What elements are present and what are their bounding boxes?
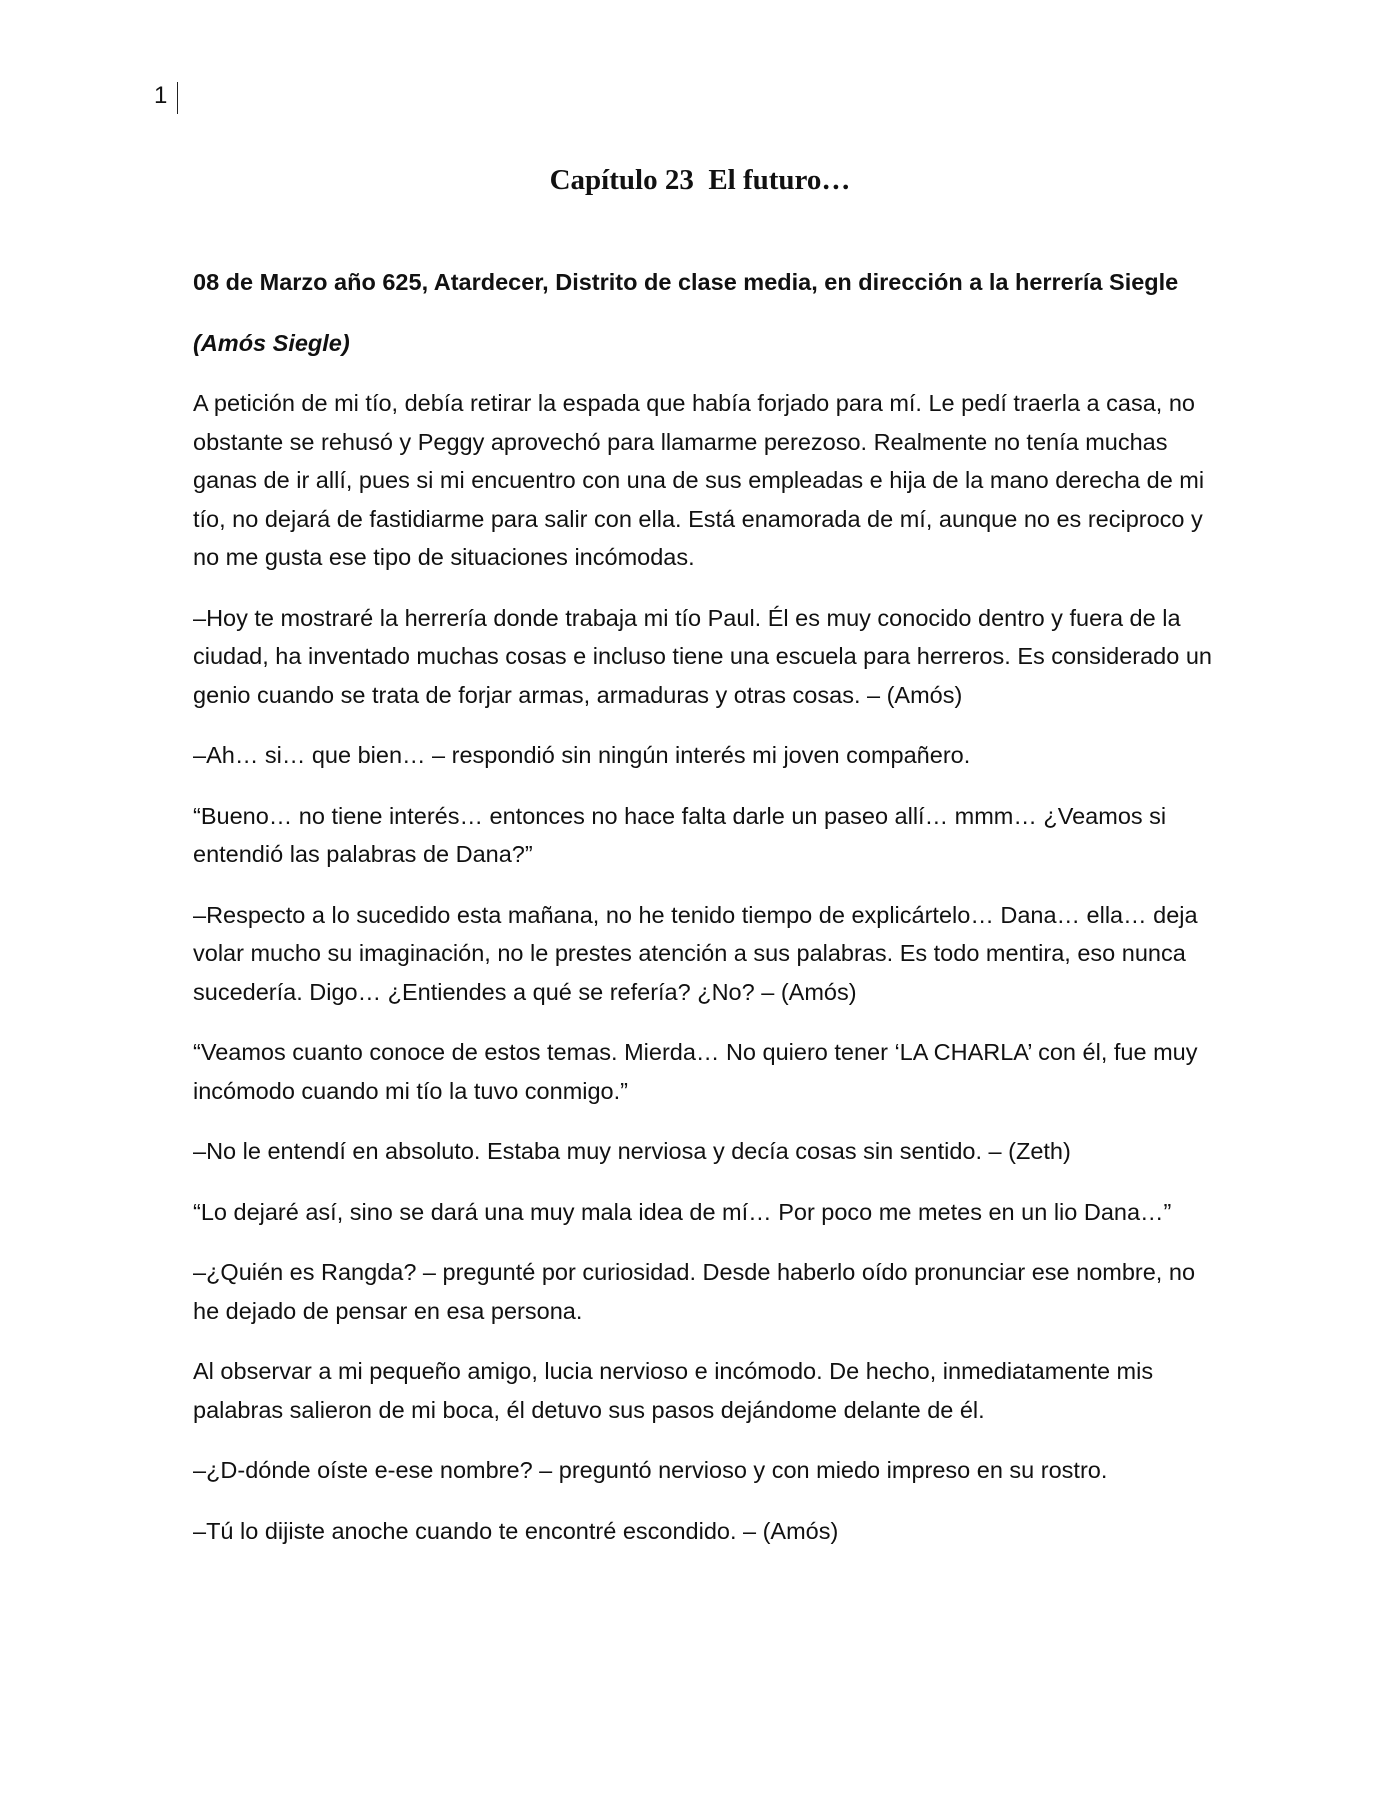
paragraph: –No le entendí en absoluto. Estaba muy nerviosa y decía cosas sin sentido. – (Zeth)	[193, 1138, 1071, 1164]
paragraph: –Respecto a lo sucedido esta mañana, no he tenido tiempo de explicártelo… Dana… ella… deja volar mucho su imaginación, no le prestes atención a sus palabras. Es todo mentira, eso nunca sucedería. Digo… ¿Entiendes a qué se refería? ¿No? – (Amós)	[193, 901, 1198, 1005]
scene-header: 08 de Marzo año 625, Atardecer, Distrito de clase media, en dirección a la herrería Siegle	[193, 269, 1179, 295]
paragraph: “Lo dejaré así, sino se dará una muy mala idea de mí… Por poco me metes en un lio Dana…”	[193, 1198, 1172, 1225]
chapter-title: Capítulo 23 El futuro…	[549, 164, 851, 196]
document-body	[193, 263, 1213, 1572]
paragraph: –¿D-dónde oíste e-ese nombre? – preguntó nervioso y con miedo impreso en su rostro.	[193, 1457, 1108, 1483]
paragraph: –Tú lo dijiste anoche cuando te encontré escondido. – (Amós)	[193, 1517, 839, 1544]
paragraph: Al observar a mi pequeño amigo, lucia nervioso e incómodo. De hecho, inmediatamente mis palabras salieron de mi boca, él detuvo sus pasos dejándome delante de él.	[193, 1358, 1154, 1423]
paragraph: A petición de mi tío, debía retirar la espada que había forjado para mí. Le pedí traerla a casa, no obstante se rehusó y Peggy aprovechó para llamarme perezoso. Realmente no tenía muchas ganas de ir allí, pues si mi encuentro con una de sus empleadas e hija de la mano derecha de mi tío, no dejará de fastidiarme para salir con ella. Está enamorada de mí, aunque no es reciproco y no me gusta ese tipo de situaciones incómodas.	[193, 390, 1205, 570]
page-number: 1	[154, 82, 178, 114]
paragraph: –Ah… si… que bien… – respondió sin ningún interés mi joven compañero.	[193, 742, 971, 768]
paragraph: –¿Quién es Rangda? – pregunté por curiosidad. Desde haberlo oído pronunciar ese nombre, no he dejado de pensar en esa persona.	[193, 1259, 1196, 1324]
paragraph: “Veamos cuanto conoce de estos temas. Mierda… No quiero tener ‘LA CHARLA’ con él, fue muy incómodo cuando mi tío la tuvo conmigo.”	[193, 1039, 1198, 1104]
paragraph: –Hoy te mostraré la herrería donde trabaja mi tío Paul. Él es muy conocido dentro y fuera de la ciudad, ha inventado muchas cosas e incluso tiene una escuela para herreros. Es considerado un genio cuando se trata de forjar armas, armaduras y otras cosas. – (Amós)	[193, 604, 1212, 708]
paragraph: “Bueno… no tiene interés… entonces no hace falta darle un paseo allí… mmm… ¿Veamos si entendió las palabras de Dana?”	[193, 802, 1167, 867]
narrator-label: (Amós Siegle)	[193, 329, 350, 356]
